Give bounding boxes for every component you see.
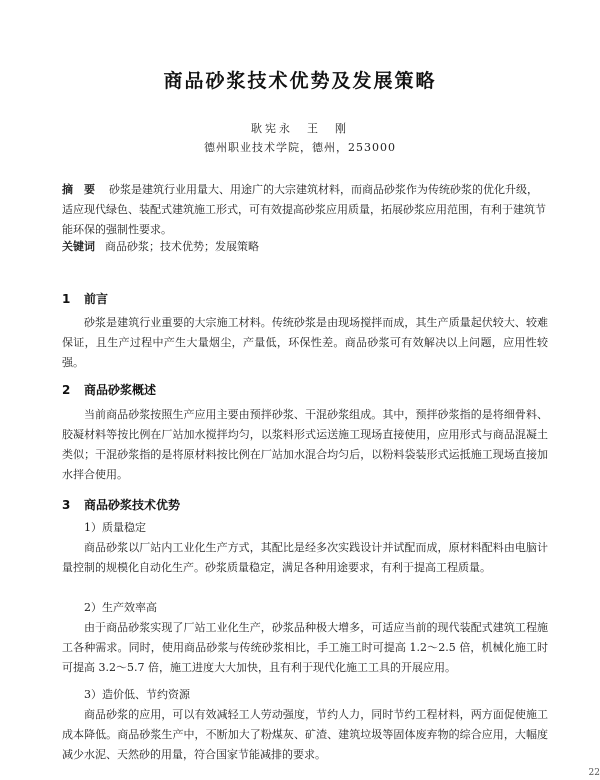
paper-title: 商品砂浆技术优势及发展策略 bbox=[163, 70, 437, 92]
section-title: 商品砂浆技术优势 bbox=[84, 498, 181, 512]
section-heading-1 bbox=[62, 290, 108, 307]
abstract bbox=[62, 180, 548, 240]
keywords-text: 商品砂浆；技术优势；发展策略 bbox=[105, 240, 259, 253]
abstract-text: 砂浆是建筑行业用量大、用途广的大宗建筑材料，而商品砂浆作为传统砂浆的优化升级，适应现代绿色、装配式建筑施工形式，可有效提高砂浆应用质量，拓展砂浆应用范围，有利于建筑节能环保的强制性要求。 bbox=[62, 183, 546, 236]
section-paragraph-2: 当前商品砂浆按照生产应用主要由预拌砂浆、干混砂浆组成。其中，预拌砂浆指的是将细骨料、胶凝材料等按比例在厂站加水搅拌均匀，以浆料形式运送施工现场直接使用，应用形式与商品混凝土类似；干混砂浆指的是将原材料按比例在厂站加水混合均匀后，以粉料袋装形式运抵施工现场直接加水拌合使用。 bbox=[62, 408, 548, 481]
section-number: 3 bbox=[62, 498, 71, 512]
section-paragraph-1: 砂浆是建筑行业重要的大宗施工材料。传统砂浆是由现场搅拌而成，其生产质量起伏较大、较难保证，且生产过程中产生大量烟尘，产量低，环保性差。商品砂浆可有效解决以上问题，应用性较强。 bbox=[62, 316, 548, 369]
section-title: 前言 bbox=[84, 292, 109, 306]
page-number: 22 bbox=[588, 768, 600, 778]
section-number: 2 bbox=[62, 383, 71, 397]
subsection-paragraph-1: 商品砂浆以厂站内工业化生产方式，其配比是经多次实践设计并试配而成，原材料配料由电脑计量控制的规模化自动化生产。砂浆质量稳定，满足各种用途要求，有利于提高工程质量。 bbox=[62, 541, 548, 574]
subsection-paragraph-2: 由于商品砂浆实现了厂站工业化生产，砂浆品种极大增多，可适应当前的现代装配式建筑工程施工各种需求。同时，使用商品砂浆与传统砂浆相比，手工施工时可提高 1.2～2.5 倍，机械化施工时可提高 3.2～5.7 倍，施工进度大大加快，且有利于现代化施工工具的开展应用。 bbox=[62, 621, 548, 674]
subsection-label-1: 1）质量稳定 bbox=[84, 521, 146, 534]
affiliation: 德州职业技术学院，德州，253000 bbox=[204, 141, 396, 154]
keywords bbox=[62, 237, 548, 257]
section-heading-2 bbox=[62, 381, 156, 398]
section-number: 1 bbox=[62, 292, 71, 306]
section-title: 商品砂浆概述 bbox=[84, 383, 157, 397]
subsection-paragraph-3: 商品砂浆的应用，可以有效减轻工人劳动强度，节约人力，同时节约工程材料，两方面促使施工成本降低。商品砂浆生产中，不断加大了粉煤灰、矿渣、建筑垃圾等固体废弃物的综合应用，大幅度减少水泥、天然砂的用量，符合国家节能减排的要求。 bbox=[62, 708, 548, 761]
section-heading-3 bbox=[62, 496, 180, 513]
keywords-label: 关键词 bbox=[62, 240, 95, 253]
subsection-label-3: 3）造价低、节约资源 bbox=[84, 688, 190, 701]
abstract-label: 摘 要 bbox=[62, 183, 95, 196]
authors: 耿宪永 王 刚 bbox=[251, 122, 349, 135]
subsection-label-2: 2）生产效率高 bbox=[84, 601, 157, 614]
